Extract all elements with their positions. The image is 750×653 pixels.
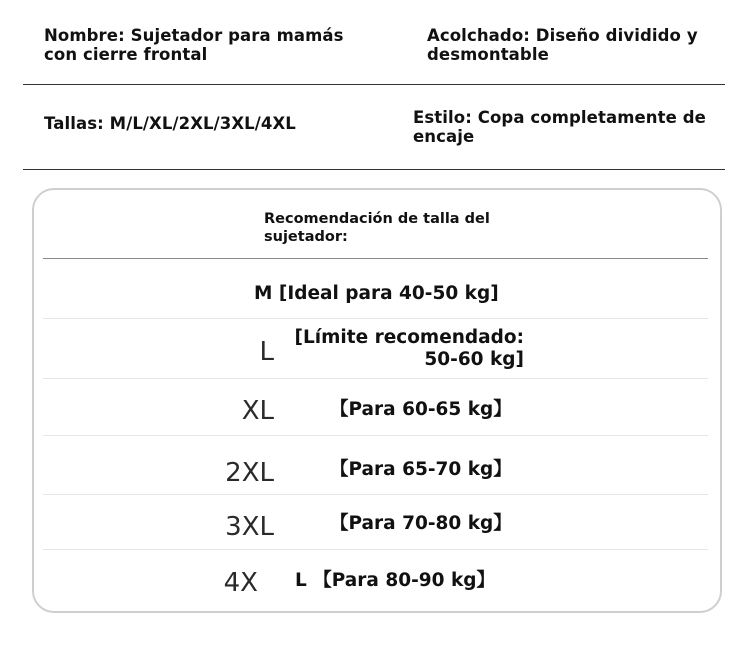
sizes-spec: Tallas: M/L/XL/2XL/3XL/4XL — [44, 114, 296, 133]
size-label: L — [259, 337, 274, 367]
size-label-suffix: L — [295, 570, 307, 591]
size-label: 3XL — [225, 512, 274, 542]
weight-range-line: [Límite recomendado: — [294, 327, 524, 348]
row-divider — [43, 494, 708, 495]
weight-range — [290, 327, 524, 371]
row-divider — [43, 549, 708, 550]
product-name: Nombre: Sujetador para mamás con cierre frontal — [44, 26, 344, 64]
weight-range-line: 50-60 kg] — [424, 349, 524, 370]
size-label: 2XL — [225, 458, 274, 488]
divider — [23, 169, 725, 170]
size-chart-title: Recomendación de talla del sujetador: — [264, 211, 490, 245]
row-divider — [43, 435, 708, 436]
weight-range: 【Para 70-80 kg】 — [330, 513, 512, 534]
size-label: XL — [241, 396, 274, 426]
row-divider — [43, 318, 708, 319]
padding-spec: Acolchado: Diseño dividido y desmontable — [427, 26, 698, 64]
divider — [23, 84, 725, 85]
row-divider — [43, 378, 708, 379]
size-label: M — [254, 283, 273, 304]
weight-range: 【Para 80-90 kg】 — [313, 570, 495, 591]
size-row-m — [254, 283, 499, 305]
weight-range: 【Para 65-70 kg】 — [330, 459, 512, 480]
weight-range: [Ideal para 40-50 kg] — [278, 283, 499, 304]
weight-range-row — [295, 570, 495, 592]
weight-range: 【Para 60-65 kg】 — [330, 399, 512, 420]
header-divider — [43, 258, 708, 259]
size-label: 4X — [223, 568, 258, 598]
style-spec: Estilo: Copa completamente de encaje — [413, 108, 706, 146]
